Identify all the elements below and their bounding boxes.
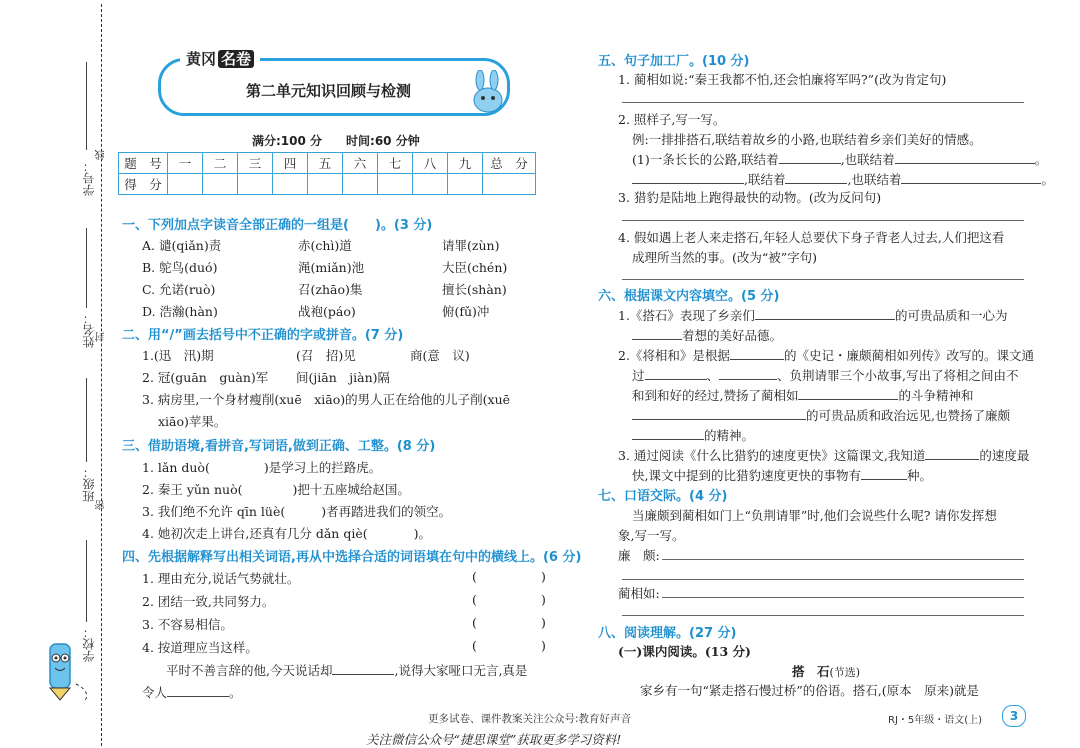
s3-item-3: 3. 我们绝不允许 qīn lüè( )者再踏进我们的领空。 (142, 504, 452, 519)
s7-lianpo-line-2[interactable] (622, 579, 1024, 580)
page-title: 第二单元知识回顾与检测 (246, 82, 412, 100)
s4-paren-left: ( (472, 592, 477, 607)
s2-item-1b: (召 招)见 (296, 348, 356, 363)
s7-linxiangru-line-1[interactable] (662, 597, 1024, 598)
s6-item-2-cont2: 和到和好的经过,赞扬了蔺相如 的斗争精神和 (632, 388, 974, 403)
s2-item-3: 3. 病房里,一个身材瘦削(xuē xiāo)的男人正在给他的儿子削(xuē (142, 392, 511, 407)
score-input-cell[interactable] (448, 174, 483, 195)
s3-item-2: 2. 秦王 yǔn nuò( )把十五座城给赵国。 (142, 482, 410, 497)
s5-item-2-1: (1)一条长长的公路,联结着 ,也联结着 。 (632, 152, 1048, 167)
s3-blank-1[interactable] (210, 460, 264, 472)
footer-notice: 更多试卷、课件教案关注公众号:教育好声音 (428, 713, 632, 725)
section-2-heading: 二、用“/”画去括号中不正确的字或拼音。(7 分) (122, 328, 404, 343)
score-table (118, 152, 536, 195)
rabbit-mascot-icon (460, 70, 516, 118)
s5-answer-line-3[interactable] (622, 279, 1024, 280)
s6-item-1-cont: 着想的美好品德。 (632, 326, 782, 344)
s5-answer-line-1[interactable] (622, 102, 1024, 103)
student-name-line (86, 228, 87, 308)
section-5-heading: 五、句子加工厂。(10 分) (598, 54, 750, 69)
section-8-heading: 八、阅读理解。(27 分) (598, 626, 737, 641)
s2-item-2b: 间(jiān jiàn)隔 (296, 370, 391, 385)
s7-lianpo-line-1[interactable] (662, 559, 1024, 560)
s5-answer-line-2[interactable] (622, 220, 1024, 221)
school-line (86, 540, 87, 622)
s7-linxiangru-line-2[interactable] (622, 615, 1024, 616)
s8-subheading: (一)课内阅读。(13 分) (618, 644, 751, 659)
s5-example: 例:一排排搭石,联结着故乡的小路,也联结着乡亲们美好的情感。 (632, 132, 982, 147)
s6-item-1: 1.《搭石》表现了乡亲们 的可贵品质和一心为 (618, 308, 1008, 323)
score-input-cell[interactable] (413, 174, 448, 195)
pencil-mascot-icon (36, 640, 96, 702)
s4-item-2: 2. 团结一致,共同努力。 (142, 594, 275, 609)
class-line (86, 378, 87, 462)
s5-blank-4[interactable] (785, 171, 847, 184)
score-input-cell[interactable] (203, 174, 238, 195)
score-header-cell: 二 (203, 153, 238, 174)
s5-item-2-2: ,联结着 ,也联结着 。 (632, 170, 1054, 188)
student-id-line (86, 62, 87, 150)
brand-logo: 黄冈 名卷 (180, 48, 260, 69)
s7-prompt-cont: 象,写一写。 (618, 528, 685, 543)
score-table-header-row (119, 153, 536, 174)
score-input-cell[interactable] (378, 174, 413, 195)
s1-option-b-2: 渑(miǎn)池 (298, 260, 365, 275)
s4-paren-right: ) (541, 592, 546, 607)
s5-blank-2[interactable] (895, 151, 1035, 164)
s1-option-a-2: 赤(chì)道 (298, 238, 352, 253)
s4-paren-left: ( (472, 638, 477, 653)
school-label: 学校： (82, 626, 96, 662)
s1-option-a-3: 请罪(zùn) (442, 238, 500, 253)
score-row-label: 得 分 (119, 174, 168, 195)
section-6-heading: 六、根据课文内容填空。(5 分) (598, 289, 780, 304)
seal-char-feng: 封 (96, 332, 107, 342)
score-header-cell: 七 (378, 153, 413, 174)
s6-item-2-cont3: 的可贵品质和政治远见,也赞扬了廉颇 (632, 406, 1010, 424)
s6-item-3-cont: 快,课文中提到的比猎豹速度更快的事物有 种。 (632, 468, 932, 483)
s1-option-b-1: B. 鸵鸟(duó) (142, 260, 218, 275)
score-header-cell: 总 分 (483, 153, 536, 174)
student-name-label: 姓名： (82, 312, 96, 348)
bottom-promo: 关注微信公众号“捷思课堂”获取更多学习资料! (366, 732, 622, 747)
s4-item-1: 1. 理由充分,说话气势就壮。 (142, 571, 300, 586)
s4-item-3: 3. 不容易相信。 (142, 617, 233, 632)
score-header-cell: 六 (343, 153, 378, 174)
s7-prompt: 当廉颇到蔺相如门上“负荆请罪”时,他们会说些什么呢? 请你发挥想 (632, 508, 997, 523)
s3-blank-3[interactable] (285, 504, 321, 516)
score-input-cell[interactable] (168, 174, 203, 195)
s5-item-4: 4. 假如遇上老人来走搭石,年轻人总要伏下身子背老人过去,人们把这看 (618, 230, 1005, 245)
s6-blank-8[interactable] (632, 427, 704, 440)
score-header-cell: 四 (273, 153, 308, 174)
exam-meta: 满分:100 分 时间:60 分钟 (252, 134, 420, 148)
s1-option-d-1: D. 浩瀚(hàn) (142, 304, 218, 319)
student-id-label: 学号： (82, 160, 96, 196)
s6-item-2: 2.《将相和》是根据 的《史记・廉颇蔺相如列传》改写的。课文通 (618, 348, 1034, 363)
s4-blank-1[interactable] (332, 662, 394, 675)
section-7-heading: 七、口语交际。(4 分) (598, 489, 728, 504)
score-input-cell[interactable] (238, 174, 273, 195)
s6-item-2-cont4: 的精神。 (632, 426, 754, 444)
s2-item-2a: 2. 冠(guān guàn)军 (142, 370, 269, 385)
score-header-cell: 一 (168, 153, 203, 174)
s3-item-4: 4. 她初次走上讲台,还真有几分 dǎn qiè( )。 (142, 526, 431, 541)
score-header-cell: 九 (448, 153, 483, 174)
s6-blank-3[interactable] (730, 347, 784, 360)
s7-linxiangru-label: 蔺相如: (618, 586, 660, 601)
s6-item-3: 3. 通过阅读《什么比猎豹的速度更快》这篇课文,我知道 的速度最 (618, 448, 1030, 463)
s6-blank-1[interactable] (755, 307, 895, 320)
section-3-heading: 三、借助语境,看拼音,写词语,做到正确、工整。(8 分) (122, 439, 436, 454)
s1-option-a-1: A. 谴(qiǎn)责 (142, 238, 222, 253)
s8-passage-title: 搭 石(节选) (792, 664, 861, 679)
s4-sentence-1: 平时不善言辞的他,今天说话却 ,说得大家哑口无言,真是 (166, 663, 528, 678)
section-4-heading: 四、先根据解释写出相关词语,再从中选择合适的词语填在句中的横线上。(6 分) (122, 550, 582, 565)
seal-char-mi: 密 (96, 500, 107, 510)
s2-item-1a: 1.(迅 汛)期 (142, 348, 214, 363)
s4-paren-right: ) (541, 569, 546, 584)
s4-paren-right: ) (541, 638, 546, 653)
page-number: 3 (1002, 705, 1026, 727)
s5-item-3: 3. 猎豹是陆地上跑得最快的动物。(改为反问句) (618, 190, 882, 205)
s3-blank-4[interactable] (368, 526, 414, 538)
s6-blank-9[interactable] (925, 447, 979, 460)
score-input-cell[interactable] (273, 174, 308, 195)
score-input-cell[interactable] (343, 174, 378, 195)
score-table-score-row (119, 174, 536, 195)
footer-grade-info: RJ・5年级・语文(上) (888, 715, 983, 726)
score-header-cell: 五 (308, 153, 343, 174)
s6-blank-5[interactable] (719, 367, 777, 380)
s6-blank-10[interactable] (861, 467, 907, 480)
s4-sentence-2: 令人 。 (142, 685, 242, 700)
score-header-cell: 三 (238, 153, 273, 174)
s2-item-3-cont: xiāo)苹果。 (158, 414, 227, 429)
s5-item-4-cont: 成理所当然的事。(改为“被”字句) (632, 250, 818, 265)
score-header-cell: 题 号 (119, 153, 168, 174)
s1-option-d-2: 战袍(páo) (298, 304, 356, 319)
score-header-cell: 八 (413, 153, 448, 174)
s7-lianpo-label: 廉 颇: (618, 548, 660, 563)
section-1-heading: 一、下列加点字读音全部正确的一组是( )。(3 分) (122, 218, 433, 233)
binding-dashed-line (101, 4, 102, 746)
s5-blank-5[interactable] (901, 171, 1041, 184)
score-input-cell[interactable] (483, 174, 536, 195)
s3-blank-2[interactable] (243, 482, 293, 494)
score-input-cell[interactable] (308, 174, 343, 195)
s6-blank-2[interactable] (632, 327, 682, 340)
s4-item-4: 4. 按道理应当这样。 (142, 640, 258, 655)
s4-paren-left: ( (472, 615, 477, 630)
s6-blank-7[interactable] (632, 407, 806, 420)
s8-passage-line-1: 家乡有一句“紧走搭石慢过桥”的俗语。搭石,(原本 原来)就是 (640, 683, 980, 698)
s5-blank-3[interactable] (632, 171, 744, 184)
seal-char-xian: 线 (96, 150, 107, 160)
class-label: 班级： (82, 466, 96, 502)
s5-item-2: 2. 照样子,写一写。 (618, 112, 726, 127)
s6-item-2-cont: 过 、 、负荆请罪三个小故事,写出了将相之间由不 (632, 368, 1019, 383)
s1-option-c-1: C. 允诺(ruò) (142, 282, 216, 297)
s3-item-1: 1. lǎn duò( )是学习上的拦路虎。 (142, 460, 382, 475)
s1-option-c-3: 擅长(shàn) (442, 282, 507, 297)
s6-blank-6[interactable] (798, 387, 898, 400)
s5-item-1: 1. 蔺相如说:“秦王我都不怕,还会怕廉将军吗?”(改为肯定句) (618, 72, 947, 87)
s4-paren-right: ) (541, 615, 546, 630)
s4-paren-left: ( (472, 569, 477, 584)
s5-blank-1[interactable] (779, 151, 841, 164)
s2-item-1c: 商(意 议) (410, 348, 470, 363)
s4-blank-2[interactable] (167, 684, 229, 697)
s1-option-b-3: 大臣(chén) (442, 260, 508, 275)
s1-option-d-3: 俯(fǔ)冲 (442, 304, 490, 319)
s6-blank-4[interactable] (645, 367, 707, 380)
s1-option-c-2: 召(zhāo)集 (298, 282, 363, 297)
